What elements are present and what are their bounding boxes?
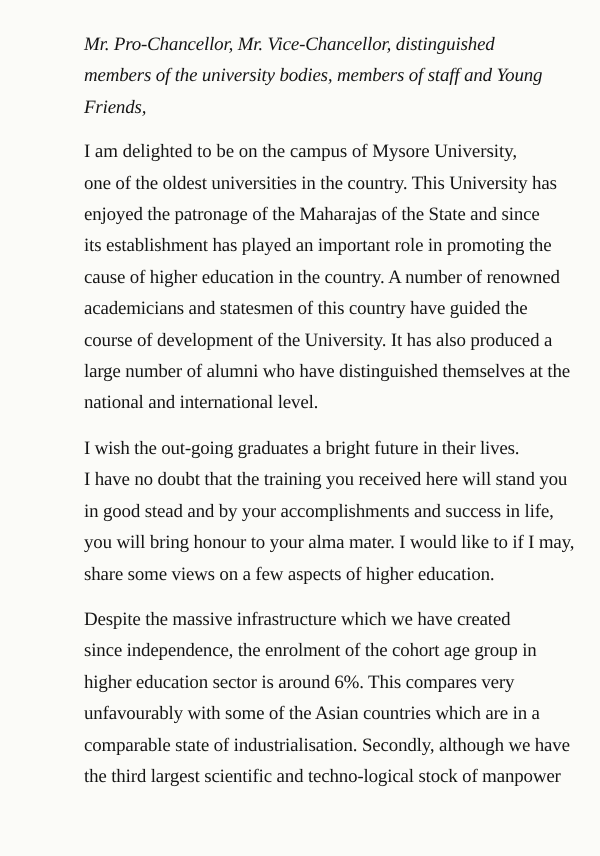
- paragraph-line: since independence, the enrolment of the cohort age group in: [84, 640, 537, 662]
- graduates-paragraph: [22, 433, 582, 590]
- paragraph-line: cause of higher education in the country. A number of renowned: [84, 266, 560, 288]
- campus-introduction-paragraph: [22, 136, 582, 419]
- paragraph-line: I have no doubt that the training you received here will stand you: [84, 469, 568, 491]
- paragraph-line: academicians and statesmen of this country have guided the: [84, 298, 528, 320]
- paragraph-line: comparable state of industrialisation. Secondly, although we have: [84, 734, 570, 756]
- salutation-line: Mr. Pro-Chancellor, Mr. Vice-Chancellor, distinguished: [84, 34, 495, 55]
- paragraph-line: one of the oldest universities in the country. This University has: [84, 172, 557, 194]
- paragraph-line: in good stead and by your accomplishments and success in life,: [84, 500, 554, 522]
- higher-education-paragraph: [22, 604, 582, 792]
- salutation-line: Friends,: [84, 96, 147, 118]
- paragraph-line: you will bring honour to your alma mater. I would like to if I may,: [84, 532, 575, 554]
- paragraph-line: share some views on a few aspects of higher education.: [84, 563, 495, 585]
- speech-text: [22, 29, 582, 806]
- paragraph-line: the third largest scientific and techno-logical stock of manpower: [84, 765, 561, 787]
- paragraph-line: Despite the massive infrastructure which we have created: [84, 608, 511, 630]
- paragraph-line: course of development of the University. It has also produced a: [84, 329, 553, 351]
- paragraph-line: enjoyed the patronage of the Maharajas of the State and since: [84, 204, 540, 226]
- paragraph-line: higher education sector is around 6%. This compares very: [84, 671, 515, 693]
- paragraph-line: I wish the out-going graduates a bright future in their lives.: [84, 437, 520, 459]
- paragraph-line: national and international level.: [84, 392, 319, 414]
- paragraph-line: unfavourably with some of the Asian countries which are in a: [84, 703, 540, 725]
- paragraph-line: I am delighted to be on the campus of Mysore University,: [84, 141, 517, 163]
- paragraph-line: its establishment has played an important role in promoting the: [84, 235, 552, 257]
- salutation-line: members of the university bodies, members of staff and Young: [84, 65, 543, 87]
- salutation-paragraph: [22, 29, 582, 123]
- paragraph-line: large number of alumni who have distinguished themselves at the: [84, 361, 570, 383]
